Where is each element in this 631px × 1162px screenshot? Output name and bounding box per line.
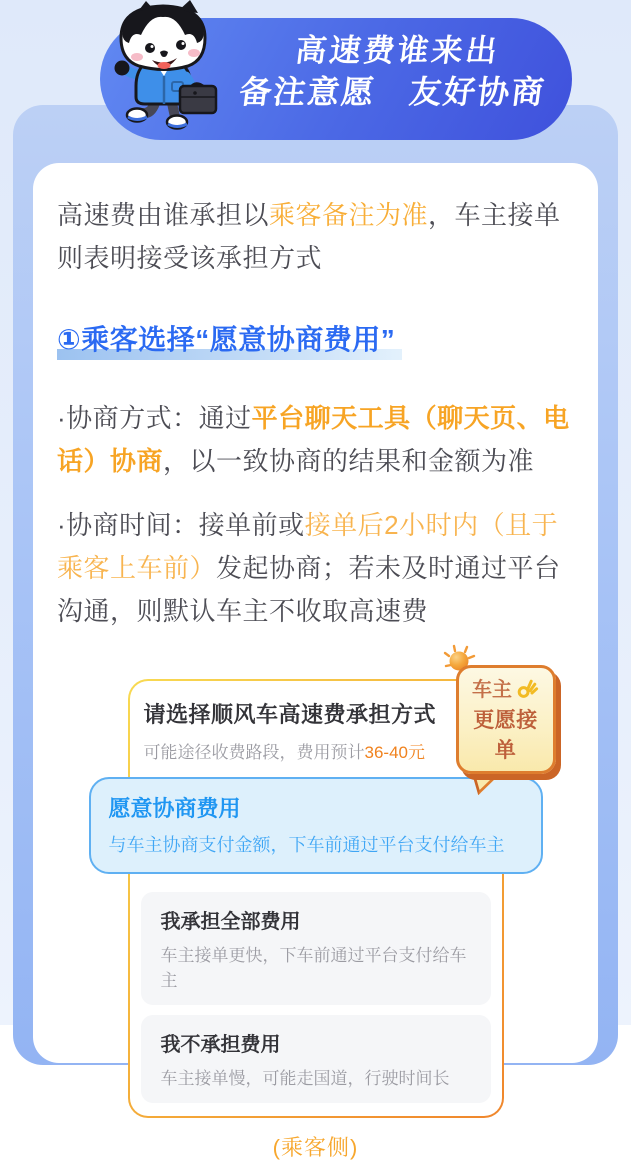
mockup-card: [108, 681, 505, 1116]
bullet2-highlight: 接单后2小时内（且于乘客上车前）: [57, 510, 559, 583]
toll-option-mockup: [108, 679, 538, 1162]
section-heading: ①乘客选择“愿意协商费用”: [57, 324, 396, 355]
fee-estimate: 36-40元: [364, 743, 425, 762]
subtitle-text: 可能途径收费路段，费用预计: [143, 743, 365, 762]
header-title-line1: 高速费谁来出: [293, 33, 502, 68]
badge-bubble: [456, 665, 556, 774]
badge-line2: 更愿接单: [473, 709, 538, 762]
ok-hand-icon: [515, 676, 539, 700]
header-title-line2: 备注意愿 友好协商: [237, 74, 548, 110]
header-title: [223, 31, 567, 113]
article-content: [33, 163, 598, 1162]
intro-highlight: 乘客备注为准: [269, 200, 429, 230]
mockup-title: 请选择顺风车高速费承担方式: [143, 702, 437, 727]
mockup-subtitle: [144, 738, 488, 763]
option-pay-none[interactable]: [141, 1015, 491, 1103]
passenger-side-caption: (乘客侧): [272, 1135, 359, 1160]
husky-courier-mascot-icon: [106, 0, 228, 130]
negotiation-method-paragraph: [33, 397, 598, 483]
bullet2-label: ·协商时间：接单前或: [57, 510, 305, 540]
intro-text: 高速费由谁承担以: [57, 200, 270, 230]
option-pay-all[interactable]: [141, 892, 491, 1005]
other-options: [130, 874, 502, 1116]
mockup-gradient-border: [108, 679, 505, 1118]
option-negotiate-desc: 与车主协商支付金额，下车前通过平台支付给车主: [108, 835, 505, 855]
option-negotiate-title: 愿意协商费用: [108, 796, 241, 821]
option-pay-all-title: 我承担全部费用: [160, 911, 301, 933]
section-heading-wrap: [33, 324, 598, 360]
option-pay-none-title: 我不承担费用: [160, 1034, 281, 1056]
mockup-header: [130, 681, 502, 776]
bullet2-rest: 发起协商；若未及时通过平台沟通，则默认车主不收取高速费: [57, 553, 561, 626]
intro-text-rest: ，车主接单则表明接受该承担方式: [57, 200, 561, 273]
option-pay-none-desc: 车主接单慢，可能走国道，行驶时间长: [160, 1069, 450, 1088]
option-negotiate[interactable]: [89, 777, 543, 874]
bullet1-label: ·协商方式：通过: [57, 403, 252, 433]
driver-prefers-badge: [456, 665, 556, 774]
bullet1-rest: ，以一致协商的结果和金额为准: [163, 446, 535, 476]
negotiation-time-paragraph: [33, 504, 598, 633]
badge-line1: 车主: [472, 679, 512, 701]
option-pay-all-desc: 车主接单更快，下车前通过平台支付给车主: [160, 946, 467, 990]
intro-paragraph: [33, 194, 598, 280]
bullet1-highlight: 平台聊天工具（聊天页、电话）协商: [57, 403, 570, 476]
